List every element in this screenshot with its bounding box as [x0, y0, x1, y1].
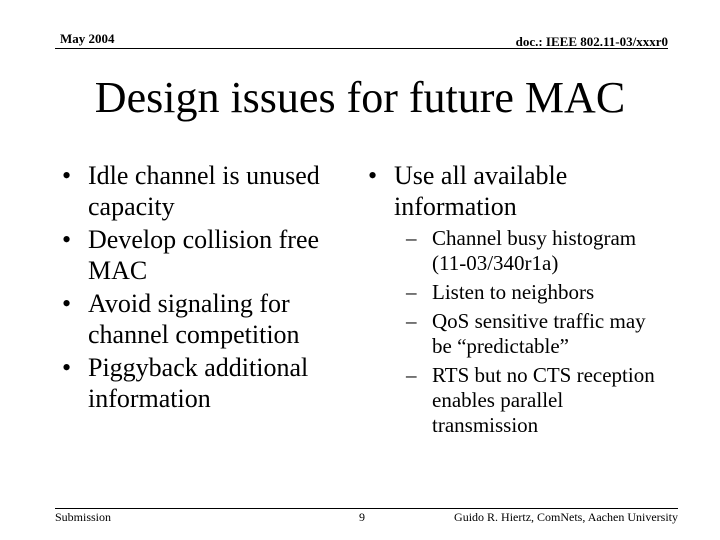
- sub-bullet-item: – RTS but no CTS reception enables parallel transmission: [406, 363, 655, 437]
- left-column: [56, 160, 356, 416]
- footer-page-number: 9: [359, 510, 365, 524]
- header-divider: [55, 48, 668, 49]
- header-date: May 2004: [60, 31, 115, 46]
- sub-bullet-item: – Listen to neighbors: [406, 280, 595, 304]
- bullet-item: • Idle channel is unused capacity: [62, 161, 320, 221]
- bullet-text: Idle channel is unused capacity: [88, 161, 320, 221]
- sub-bullet-item: – Channel busy histogram (11-03/340r1a): [406, 226, 637, 275]
- sub-bullet-text: QoS sensitive traffic may be “predictable”: [432, 309, 646, 358]
- sub-bullet-item: – QoS sensitive traffic may be “predictable”: [406, 309, 646, 358]
- bullet-text: Piggyback additional information: [88, 353, 309, 413]
- sub-bullet-text: Channel busy histogram (11-03/340r1a): [432, 226, 637, 275]
- right-column: [362, 160, 662, 438]
- footer-submission: Submission: [55, 510, 112, 524]
- bullet-text: Use all available information: [394, 161, 568, 221]
- bullet-item: • Use all available information: [368, 161, 568, 221]
- bullet-item: • Develop collision free MAC: [62, 225, 320, 285]
- sub-bullet-text: RTS but no CTS reception enables parallel transmission: [432, 363, 655, 437]
- header-doc-id: doc.: IEEE 802.11-03/xxxr0: [515, 34, 668, 49]
- footer-divider: [55, 508, 678, 509]
- bullet-item: • Piggyback additional information: [62, 353, 309, 413]
- footer-author: Guido R. Hiertz, ComNets, Aachen University: [454, 510, 678, 524]
- bullet-item: • Avoid signaling for channel competition: [62, 289, 300, 349]
- bullet-text: Develop collision free MAC: [88, 225, 320, 285]
- slide-title: Design issues for future MAC: [94, 73, 626, 122]
- bullet-text: Avoid signaling for channel competition: [88, 289, 300, 349]
- sub-bullet-text: Listen to neighbors: [432, 280, 595, 304]
